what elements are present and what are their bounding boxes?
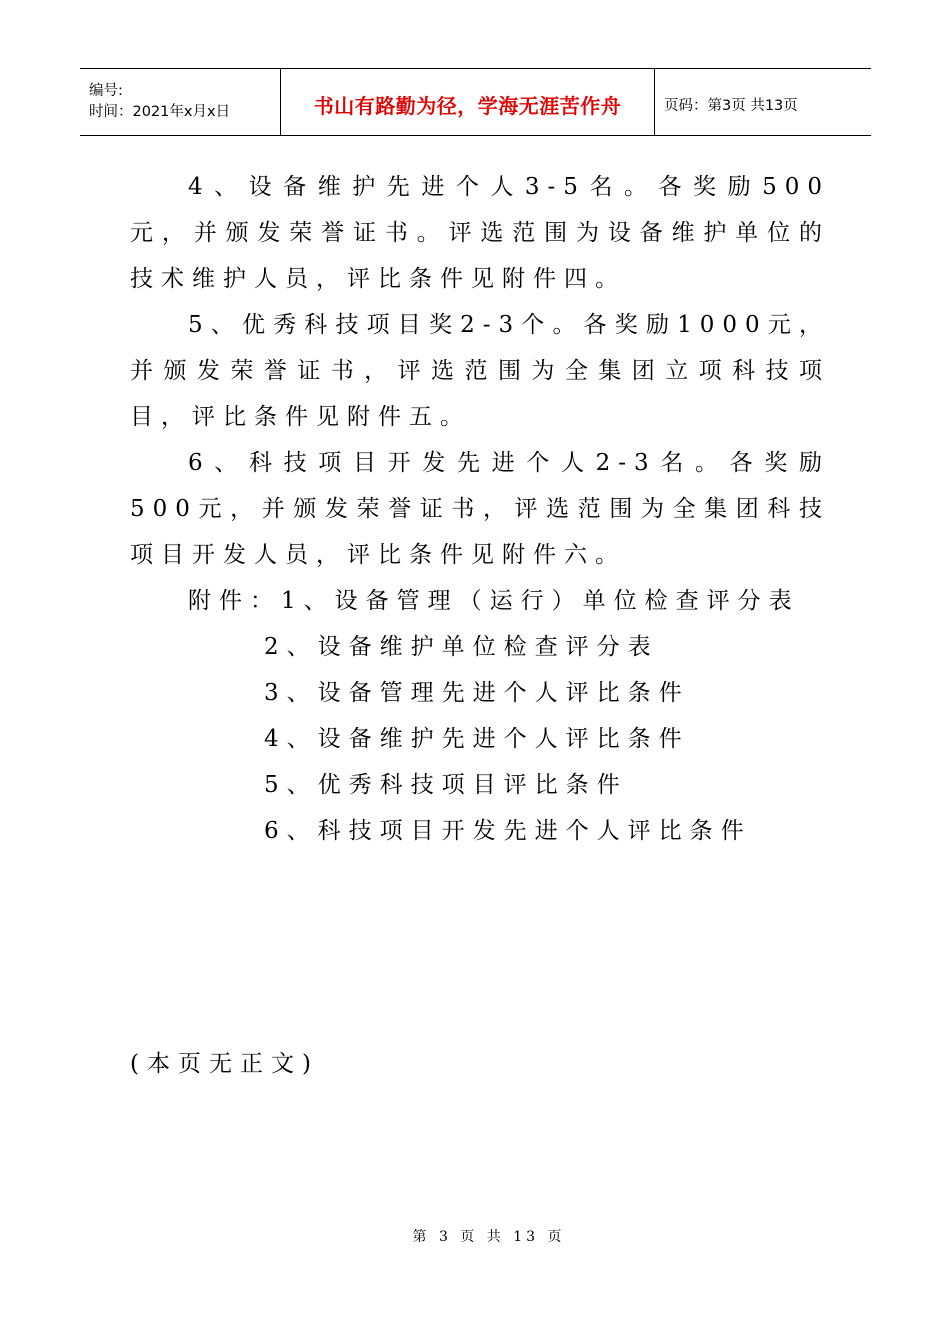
date-label: 时间：2021年x月x日	[89, 104, 231, 120]
attachment-item: 4、设备维护先进个人评比条件	[264, 726, 690, 752]
attachments-heading: 附件：1、设备管理（运行）单位检查评分表	[188, 588, 800, 614]
document-body	[130, 164, 830, 854]
attachment-item: 6、科技项目开发先进个人评比条件	[264, 818, 752, 844]
header-motto-cell	[281, 69, 655, 135]
document-header	[80, 68, 871, 136]
paragraph-item-5: 5、优秀科技项目奖2-3个。各奖励1000元，并颁发荣誉证书，评选范围为全集团立项科技项目，评比条件见附件五。	[130, 312, 830, 430]
attachment-item: 3、设备管理先进个人评比条件	[264, 680, 690, 706]
paragraph-item-6: 6、科技项目开发先进个人2-3名。各奖励500元，并颁发荣誉证书，评选范围为全集团科技项目开发人员，评比条件见附件六。	[130, 450, 830, 568]
header-meta	[80, 69, 281, 135]
no-body-note: (本页无正文)	[130, 1051, 319, 1077]
header-page-cell	[655, 69, 871, 135]
attachment-item: 2、设备维护单位检查评分表	[264, 634, 659, 660]
header-motto: 书山有路勤为径，学海无涯苦作舟	[313, 93, 622, 118]
attachment-item: 5、优秀科技项目评比条件	[264, 772, 628, 798]
serial-number-label: 编号:	[89, 83, 123, 99]
footer-page-number: 第 3 页 共 13 页	[412, 1229, 566, 1245]
paragraph-item-4: 4、设备维护先进个人3-5名。各奖励500元，并颁发荣誉证书。评选范围为设备维护单位的技术维护人员，评比条件见附件四。	[130, 174, 830, 292]
header-page-info: 页码：第3页 共13页	[664, 97, 798, 114]
